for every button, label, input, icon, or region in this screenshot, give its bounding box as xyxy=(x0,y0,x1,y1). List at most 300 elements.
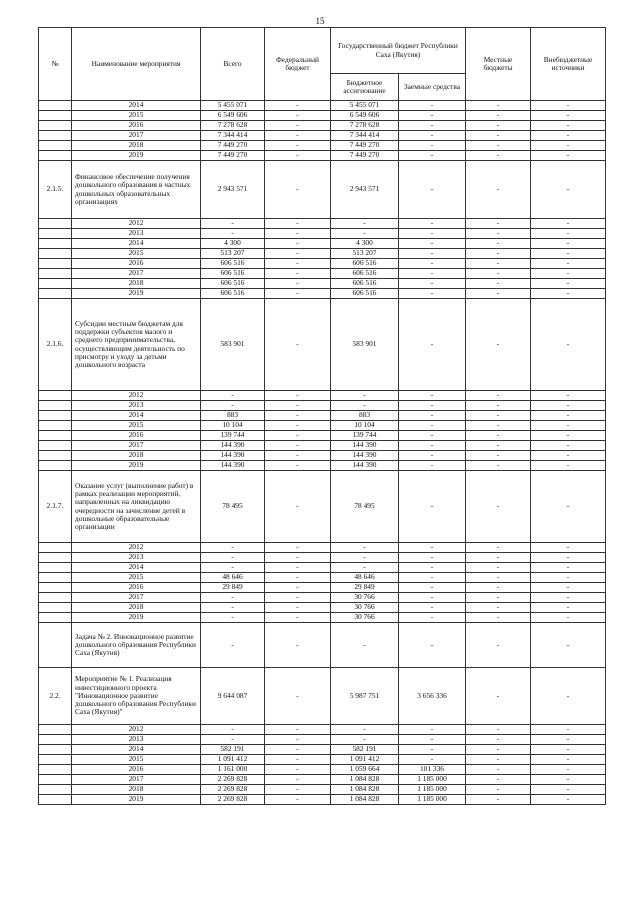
year-cell: 2018 xyxy=(72,141,201,151)
measure-value: 583 901 xyxy=(201,299,265,391)
value-cell: 6 549 606 xyxy=(331,111,399,121)
page-number: 15 xyxy=(315,16,325,26)
empty-cell xyxy=(39,461,72,471)
value-cell: - xyxy=(265,613,331,623)
value-cell: 144 390 xyxy=(331,441,399,451)
year-cell: 2019 xyxy=(72,151,201,161)
empty-cell xyxy=(39,229,72,239)
value-cell: - xyxy=(201,613,265,623)
year-cell: 2017 xyxy=(72,441,201,451)
year-row xyxy=(39,451,606,461)
empty-cell xyxy=(39,795,72,805)
value-cell: 1 091 412 xyxy=(331,755,399,765)
value-cell: 144 390 xyxy=(331,451,399,461)
value-cell: - xyxy=(265,141,331,151)
value-cell: - xyxy=(399,289,466,299)
measure-number: 2.2. xyxy=(39,668,72,725)
year-cell: 2012 xyxy=(72,219,201,229)
empty-cell xyxy=(39,735,72,745)
value-cell: 7 449 270 xyxy=(201,141,265,151)
year-row xyxy=(39,593,606,603)
year-cell: 2013 xyxy=(72,229,201,239)
empty-cell xyxy=(39,725,72,735)
year-cell: 2019 xyxy=(72,461,201,471)
value-cell: 1 084 828 xyxy=(331,795,399,805)
value-cell: - xyxy=(331,391,399,401)
year-row xyxy=(39,775,606,785)
value-cell: 606 516 xyxy=(331,269,399,279)
value-cell: - xyxy=(531,441,606,451)
value-cell: - xyxy=(466,795,531,805)
measure-number: 2.1.7. xyxy=(39,471,72,543)
measure-name: Задача № 2. Инновационное развитие дошкольного образования Республики Саха (Якутия) xyxy=(72,623,201,668)
value-cell: 7 449 270 xyxy=(331,141,399,151)
value-cell: - xyxy=(265,583,331,593)
empty-cell xyxy=(39,219,72,229)
measure-name: Оказание услуг (выполнение работ) в рамках реализации мероприятий, направленных на ликвидацию очередности на зачисление детей в дошкольные образовательные организации xyxy=(72,471,201,543)
year-cell: 2017 xyxy=(72,593,201,603)
year-row xyxy=(39,279,606,289)
value-cell: - xyxy=(399,259,466,269)
value-cell: - xyxy=(399,613,466,623)
measure-value: - xyxy=(466,299,531,391)
empty-cell xyxy=(39,151,72,161)
year-row xyxy=(39,421,606,431)
year-row xyxy=(39,111,606,121)
value-cell: - xyxy=(466,239,531,249)
value-cell: - xyxy=(331,553,399,563)
value-cell: - xyxy=(265,289,331,299)
value-cell: - xyxy=(399,151,466,161)
measure-number: 2.1.6. xyxy=(39,299,72,391)
measure-value: - xyxy=(331,623,399,668)
value-cell: 606 516 xyxy=(201,289,265,299)
value-cell: 5 455 071 xyxy=(331,101,399,111)
budget-table xyxy=(38,27,606,805)
measure-row xyxy=(39,668,606,725)
value-cell: - xyxy=(265,111,331,121)
empty-cell xyxy=(39,593,72,603)
value-cell: - xyxy=(201,603,265,613)
measure-number: 2.1.5. xyxy=(39,161,72,219)
year-cell: 2018 xyxy=(72,451,201,461)
value-cell: - xyxy=(531,121,606,131)
year-row xyxy=(39,101,606,111)
year-cell: 2019 xyxy=(72,289,201,299)
year-cell: 2016 xyxy=(72,431,201,441)
value-cell: - xyxy=(466,725,531,735)
value-cell: 1 185 000 xyxy=(399,785,466,795)
value-cell: 7 344 414 xyxy=(331,131,399,141)
header-name: Наименование мероприятия xyxy=(72,28,201,101)
value-cell: - xyxy=(466,543,531,553)
year-row xyxy=(39,259,606,269)
value-cell: 139 744 xyxy=(331,431,399,441)
empty-cell xyxy=(39,563,72,573)
value-cell: 883 xyxy=(331,411,399,421)
year-cell: 2017 xyxy=(72,131,201,141)
value-cell: - xyxy=(399,593,466,603)
value-cell: - xyxy=(399,391,466,401)
year-cell: 2017 xyxy=(72,269,201,279)
value-cell: - xyxy=(531,411,606,421)
measure-value: - xyxy=(265,299,331,391)
value-cell: 513 207 xyxy=(331,249,399,259)
value-cell: - xyxy=(466,573,531,583)
measure-value: - xyxy=(399,471,466,543)
empty-cell xyxy=(39,603,72,613)
value-cell: - xyxy=(265,725,331,735)
value-cell: - xyxy=(399,121,466,131)
value-cell: - xyxy=(265,411,331,421)
measure-row xyxy=(39,299,606,391)
value-cell: - xyxy=(399,603,466,613)
value-cell: - xyxy=(466,401,531,411)
value-cell: - xyxy=(531,563,606,573)
empty-cell xyxy=(39,573,72,583)
value-cell: - xyxy=(265,259,331,269)
value-cell: - xyxy=(466,441,531,451)
measure-row xyxy=(39,471,606,543)
year-row xyxy=(39,755,606,765)
empty-cell xyxy=(39,785,72,795)
value-cell: - xyxy=(399,421,466,431)
year-cell: 2015 xyxy=(72,249,201,259)
measure-number xyxy=(39,623,72,668)
value-cell: - xyxy=(265,401,331,411)
value-cell: - xyxy=(466,289,531,299)
value-cell: - xyxy=(466,279,531,289)
value-cell: 29 849 xyxy=(201,583,265,593)
value-cell: - xyxy=(265,765,331,775)
value-cell: 2 269 828 xyxy=(201,785,265,795)
value-cell: - xyxy=(531,461,606,471)
year-row xyxy=(39,735,606,745)
value-cell: - xyxy=(399,249,466,259)
value-cell: - xyxy=(466,249,531,259)
value-cell: - xyxy=(399,111,466,121)
value-cell: - xyxy=(265,451,331,461)
value-cell: 2 269 828 xyxy=(201,775,265,785)
value-cell: - xyxy=(265,785,331,795)
value-cell: - xyxy=(265,735,331,745)
value-cell: 30 766 xyxy=(331,613,399,623)
value-cell: - xyxy=(201,219,265,229)
value-cell: - xyxy=(265,745,331,755)
measure-row xyxy=(39,623,606,668)
year-row xyxy=(39,745,606,755)
value-cell: - xyxy=(466,745,531,755)
value-cell: - xyxy=(531,391,606,401)
value-cell: - xyxy=(531,775,606,785)
value-cell: 606 516 xyxy=(201,269,265,279)
measure-value: - xyxy=(466,161,531,219)
year-cell: 2018 xyxy=(72,279,201,289)
empty-cell xyxy=(39,121,72,131)
value-cell: - xyxy=(331,219,399,229)
value-cell: - xyxy=(531,401,606,411)
year-cell: 2015 xyxy=(72,421,201,431)
year-row xyxy=(39,411,606,421)
value-cell: - xyxy=(466,259,531,269)
value-cell: - xyxy=(265,441,331,451)
year-row xyxy=(39,219,606,229)
empty-cell xyxy=(39,401,72,411)
value-cell: - xyxy=(531,269,606,279)
value-cell: - xyxy=(466,755,531,765)
year-cell: 2013 xyxy=(72,553,201,563)
empty-cell xyxy=(39,101,72,111)
value-cell: 7 278 628 xyxy=(201,121,265,131)
value-cell: - xyxy=(531,553,606,563)
value-cell: - xyxy=(399,411,466,421)
year-row xyxy=(39,461,606,471)
value-cell: 2 269 828 xyxy=(201,795,265,805)
value-cell: - xyxy=(399,553,466,563)
value-cell: 144 390 xyxy=(201,441,265,451)
value-cell: 1 185 000 xyxy=(399,775,466,785)
value-cell: - xyxy=(399,279,466,289)
measure-name: Субсидии местным бюджетам для поддержки субъектов малого и среднего предпринимательства, осуществляющим деятельность по присмотру и уходу за детьми дошкольного возраста xyxy=(72,299,201,391)
year-row xyxy=(39,603,606,613)
value-cell: - xyxy=(399,583,466,593)
empty-cell xyxy=(39,745,72,755)
empty-cell xyxy=(39,775,72,785)
year-cell: 2014 xyxy=(72,239,201,249)
value-cell: - xyxy=(531,735,606,745)
value-cell: - xyxy=(466,111,531,121)
empty-cell xyxy=(39,431,72,441)
value-cell: 6 549 606 xyxy=(201,111,265,121)
empty-cell xyxy=(39,239,72,249)
year-row xyxy=(39,765,606,775)
value-cell: - xyxy=(531,289,606,299)
header-state-loan: Заемные средства xyxy=(399,74,466,101)
value-cell: 144 390 xyxy=(201,461,265,471)
value-cell: - xyxy=(531,765,606,775)
year-row xyxy=(39,553,606,563)
measure-value: - xyxy=(265,161,331,219)
value-cell: - xyxy=(531,785,606,795)
value-cell: 10 104 xyxy=(331,421,399,431)
measure-value: - xyxy=(531,623,606,668)
empty-cell xyxy=(39,141,72,151)
value-cell: - xyxy=(265,563,331,573)
year-cell: 2014 xyxy=(72,101,201,111)
value-cell: - xyxy=(531,613,606,623)
empty-cell xyxy=(39,131,72,141)
value-cell: - xyxy=(201,563,265,573)
year-cell: 2015 xyxy=(72,111,201,121)
value-cell: - xyxy=(531,421,606,431)
value-cell: - xyxy=(531,249,606,259)
value-cell: - xyxy=(466,593,531,603)
year-row xyxy=(39,289,606,299)
value-cell: - xyxy=(399,461,466,471)
year-row xyxy=(39,795,606,805)
value-cell: - xyxy=(466,269,531,279)
value-cell: - xyxy=(265,573,331,583)
value-cell: - xyxy=(265,543,331,553)
value-cell: - xyxy=(399,101,466,111)
value-cell: - xyxy=(466,775,531,785)
year-cell: 2017 xyxy=(72,775,201,785)
value-cell: 1 185 000 xyxy=(399,795,466,805)
value-cell: 606 516 xyxy=(201,259,265,269)
measure-value: - xyxy=(399,299,466,391)
value-cell: 582 191 xyxy=(331,745,399,755)
value-cell: 30 766 xyxy=(331,593,399,603)
year-row xyxy=(39,725,606,735)
value-cell: 7 449 270 xyxy=(331,151,399,161)
year-row xyxy=(39,391,606,401)
value-cell: - xyxy=(466,613,531,623)
value-cell: - xyxy=(466,121,531,131)
value-cell: 1 091 412 xyxy=(201,755,265,765)
empty-cell xyxy=(39,411,72,421)
value-cell: - xyxy=(531,583,606,593)
value-cell: - xyxy=(399,131,466,141)
value-cell: - xyxy=(466,431,531,441)
value-cell: - xyxy=(265,239,331,249)
value-cell: - xyxy=(399,573,466,583)
measure-value: - xyxy=(265,668,331,725)
value-cell: - xyxy=(399,401,466,411)
year-cell: 2012 xyxy=(72,391,201,401)
value-cell: - xyxy=(265,279,331,289)
value-cell: - xyxy=(466,563,531,573)
value-cell: - xyxy=(399,745,466,755)
value-cell: - xyxy=(531,131,606,141)
value-cell: - xyxy=(265,431,331,441)
value-cell: - xyxy=(265,593,331,603)
year-row xyxy=(39,613,606,623)
value-cell: - xyxy=(466,583,531,593)
value-cell: - xyxy=(331,563,399,573)
year-row xyxy=(39,543,606,553)
value-cell: - xyxy=(531,219,606,229)
measure-value: 78 495 xyxy=(331,471,399,543)
header-total: Всего xyxy=(201,28,265,101)
value-cell: - xyxy=(466,765,531,775)
year-cell: 2018 xyxy=(72,785,201,795)
value-cell: - xyxy=(466,131,531,141)
value-cell: - xyxy=(399,431,466,441)
value-cell: - xyxy=(265,269,331,279)
value-cell: - xyxy=(466,451,531,461)
measure-value: - xyxy=(466,668,531,725)
measure-value: - xyxy=(399,623,466,668)
value-cell: - xyxy=(531,725,606,735)
value-cell: - xyxy=(531,141,606,151)
value-cell: 606 516 xyxy=(331,279,399,289)
value-cell: 606 516 xyxy=(331,289,399,299)
year-row xyxy=(39,121,606,131)
value-cell: 144 390 xyxy=(331,461,399,471)
year-cell: 2014 xyxy=(72,745,201,755)
value-cell: - xyxy=(331,725,399,735)
value-cell: - xyxy=(466,101,531,111)
value-cell: - xyxy=(331,229,399,239)
value-cell: - xyxy=(265,603,331,613)
empty-cell xyxy=(39,269,72,279)
value-cell: 139 744 xyxy=(201,431,265,441)
empty-cell xyxy=(39,391,72,401)
value-cell: 30 766 xyxy=(331,603,399,613)
year-cell: 2012 xyxy=(72,543,201,553)
empty-cell xyxy=(39,249,72,259)
value-cell: - xyxy=(399,451,466,461)
value-cell: - xyxy=(265,391,331,401)
value-cell: - xyxy=(201,391,265,401)
value-cell: - xyxy=(399,219,466,229)
value-cell: - xyxy=(201,725,265,735)
value-cell: - xyxy=(466,603,531,613)
empty-cell xyxy=(39,755,72,765)
empty-cell xyxy=(39,613,72,623)
year-cell: 2018 xyxy=(72,603,201,613)
year-row xyxy=(39,239,606,249)
value-cell: - xyxy=(531,543,606,553)
value-cell: - xyxy=(531,745,606,755)
value-cell: - xyxy=(265,775,331,785)
value-cell: 5 455 071 xyxy=(201,101,265,111)
measure-value: 9 644 087 xyxy=(201,668,265,725)
value-cell: 606 516 xyxy=(331,259,399,269)
value-cell: - xyxy=(265,795,331,805)
year-cell: 2016 xyxy=(72,259,201,269)
value-cell: 48 646 xyxy=(201,573,265,583)
value-cell: 1 161 000 xyxy=(201,765,265,775)
header-federal: Федеральный бюджет xyxy=(265,28,331,101)
value-cell: - xyxy=(399,229,466,239)
value-cell: - xyxy=(531,593,606,603)
value-cell: - xyxy=(265,229,331,239)
header-num: № xyxy=(39,28,72,101)
year-cell: 2014 xyxy=(72,411,201,421)
header-extra: Внебюджетные источники xyxy=(531,28,606,101)
value-cell: - xyxy=(399,735,466,745)
value-cell: - xyxy=(531,111,606,121)
value-cell: - xyxy=(466,785,531,795)
value-cell: - xyxy=(531,279,606,289)
year-row xyxy=(39,151,606,161)
year-cell: 2016 xyxy=(72,583,201,593)
year-cell: 2013 xyxy=(72,735,201,745)
measure-value: - xyxy=(399,161,466,219)
value-cell: - xyxy=(466,391,531,401)
value-cell: 1 084 828 xyxy=(331,775,399,785)
value-cell: - xyxy=(466,461,531,471)
empty-cell xyxy=(39,421,72,431)
value-cell: 29 849 xyxy=(331,583,399,593)
value-cell: - xyxy=(466,735,531,745)
header-state: Государственный бюджет Республики Саха (Якутия) xyxy=(331,28,466,74)
value-cell: - xyxy=(201,401,265,411)
value-cell: - xyxy=(201,593,265,603)
value-cell: - xyxy=(531,431,606,441)
measure-value: - xyxy=(531,299,606,391)
empty-cell xyxy=(39,553,72,563)
value-cell: 4 300 xyxy=(331,239,399,249)
empty-cell xyxy=(39,543,72,553)
value-cell: - xyxy=(531,151,606,161)
value-cell: 606 516 xyxy=(201,279,265,289)
year-row xyxy=(39,401,606,411)
value-cell: 7 449 270 xyxy=(201,151,265,161)
value-cell: - xyxy=(531,795,606,805)
value-cell: - xyxy=(531,451,606,461)
